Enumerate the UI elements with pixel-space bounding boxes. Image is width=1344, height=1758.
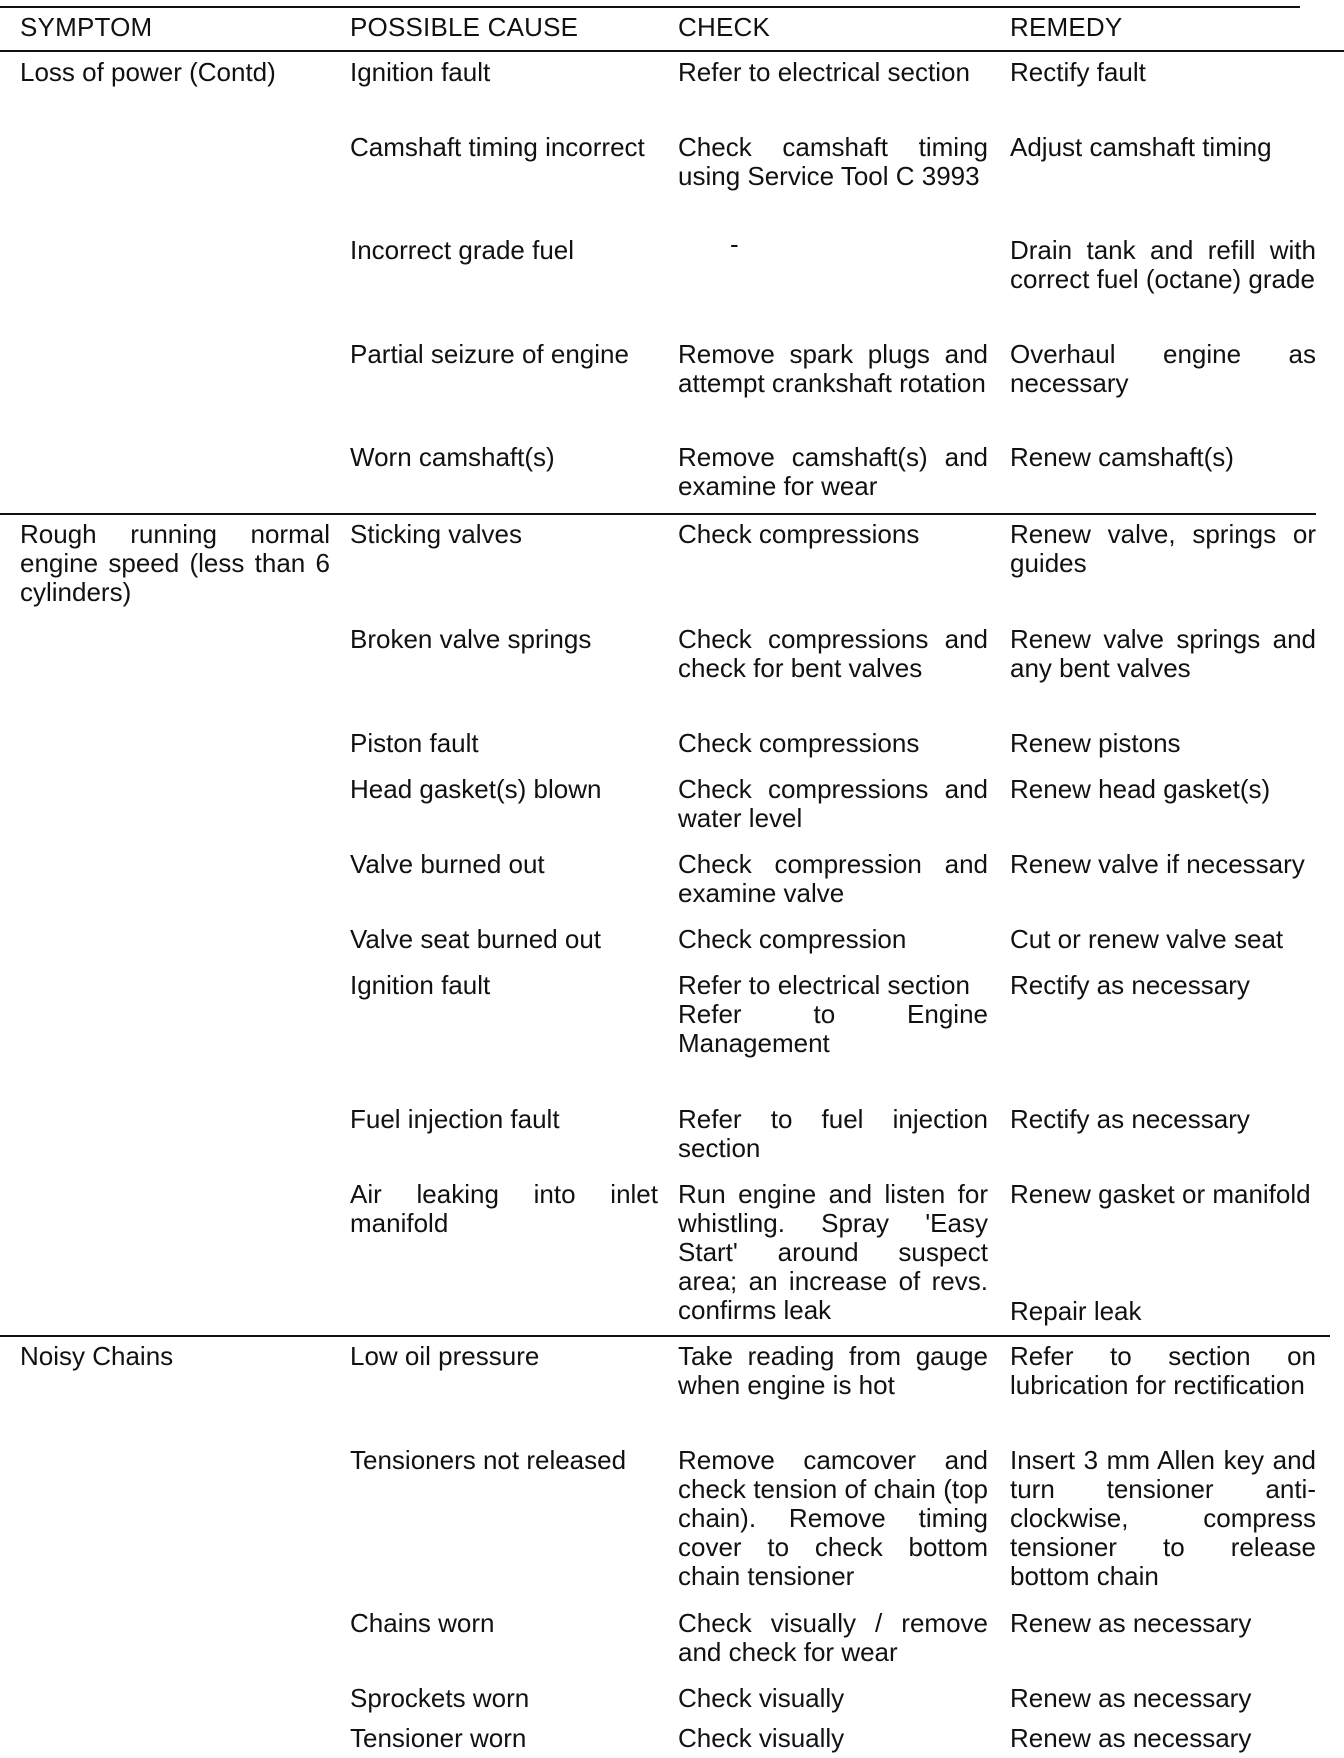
- remedy-cell: Drain tank and refill with correct fuel (octane) grade: [1010, 235, 1316, 294]
- remedy-cell: Renew as necessary: [1010, 1683, 1252, 1713]
- section-divider: [0, 513, 1316, 515]
- remedy-cell: Renew camshaft(s): [1010, 442, 1234, 472]
- cause-cell: Chains worn: [350, 1608, 495, 1638]
- remedy-cell: Renew as necessary: [1010, 1723, 1252, 1753]
- remedy-cell-extra: Repair leak: [1010, 1296, 1142, 1326]
- check-cell: -: [730, 229, 739, 259]
- check-cell: Check compressions and water level: [678, 774, 988, 833]
- cause-cell: Sprockets worn: [350, 1683, 530, 1713]
- remedy-cell: Adjust camshaft timing: [1010, 132, 1272, 162]
- cause-cell: Tensioners not released: [350, 1445, 627, 1475]
- check-cell: Remove camcover and check tension of chain (top chain). Remove timing cover to check bottom chain tensioner: [678, 1445, 988, 1591]
- top-rule: [0, 6, 1300, 8]
- cause-cell: Valve seat burned out: [350, 924, 602, 954]
- check-cell: Check camshaft timing using Service Tool C 3993: [678, 132, 988, 191]
- check-cell: Check compression and examine valve: [678, 849, 988, 908]
- cause-cell: Valve burned out: [350, 849, 545, 879]
- cause-cell: Broken valve springs: [350, 624, 592, 654]
- remedy-cell: Renew head gasket(s): [1010, 774, 1271, 804]
- remedy-cell: Overhaul engine as necessary: [1010, 339, 1316, 398]
- check-cell: Check visually / remove and check for wear: [678, 1608, 988, 1667]
- check-cell: Check compressions: [678, 728, 920, 758]
- symptom-loss-of-power: Loss of power (Contd): [20, 57, 276, 87]
- symptom-rough-running: Rough running normal engine speed (less than 6 cylinders): [20, 519, 330, 607]
- cause-cell: Tensioner worn: [350, 1723, 527, 1753]
- cause-cell: Head gasket(s) blown: [350, 774, 602, 804]
- symptom-noisy-chains: Noisy Chains: [20, 1341, 174, 1371]
- check-cell: Check visually: [678, 1683, 845, 1713]
- header-rule: [0, 50, 1344, 52]
- cause-cell: Worn camshaft(s): [350, 442, 555, 472]
- remedy-cell: Renew as necessary: [1010, 1608, 1252, 1638]
- remedy-cell: Rectify fault: [1010, 57, 1146, 87]
- remedy-cell: Renew valve if necessary: [1010, 849, 1305, 879]
- header-check: CHECK: [678, 12, 771, 42]
- cause-cell: Low oil pressure: [350, 1341, 540, 1371]
- remedy-cell: Renew valve, springs or guides: [1010, 519, 1316, 578]
- cause-cell: Fuel injection fault: [350, 1104, 560, 1134]
- remedy-cell: Rectify as necessary: [1010, 1104, 1250, 1134]
- check-cell: Check compressions and check for bent valves: [678, 624, 988, 683]
- cause-cell: Partial seizure of engine: [350, 339, 629, 369]
- check-cell: Take reading from gauge when engine is hot: [678, 1341, 988, 1400]
- check-cell: Remove spark plugs and attempt crankshaft rotation: [678, 339, 988, 398]
- check-cell: Check compressions: [678, 519, 920, 549]
- remedy-cell: Refer to section on lubrication for rectification: [1010, 1341, 1316, 1400]
- remedy-cell: Cut or renew valve seat: [1010, 924, 1284, 954]
- check-cell: Check compression: [678, 924, 907, 954]
- cause-cell: Air leaking into inlet manifold: [350, 1179, 658, 1238]
- check-cell: Refer to electrical section: [678, 57, 970, 87]
- header-possible-cause: POSSIBLE CAUSE: [350, 12, 579, 42]
- remedy-cell: Renew valve springs and any bent valves: [1010, 624, 1316, 683]
- section-divider: [0, 1335, 1330, 1337]
- check-cell: Refer to fuel injection section: [678, 1104, 988, 1163]
- header-symptom: SYMPTOM: [20, 12, 153, 42]
- remedy-cell: Rectify as necessary: [1010, 970, 1250, 1000]
- cause-cell: Sticking valves: [350, 519, 522, 549]
- check-cell: Run engine and listen for whistling. Spray 'Easy Start' around suspect area; an increase of revs. confirms leak: [678, 1179, 988, 1325]
- check-cell: Refer to electrical section Refer to Engine Management: [678, 970, 988, 1058]
- header-remedy: REMEDY: [1010, 12, 1123, 42]
- cause-cell: Camshaft timing incorrect: [350, 132, 645, 162]
- remedy-cell: Renew pistons: [1010, 728, 1181, 758]
- cause-cell: Ignition fault: [350, 57, 491, 87]
- remedy-cell: Renew gasket or manifold: [1010, 1179, 1311, 1209]
- remedy-cell: Insert 3 mm Allen key and turn tensioner anti-clockwise, compress tensioner to release bottom chain: [1010, 1445, 1316, 1591]
- cause-cell: Piston fault: [350, 728, 479, 758]
- cause-cell: Incorrect grade fuel: [350, 235, 575, 265]
- cause-cell: Ignition fault: [350, 970, 491, 1000]
- check-cell: Check visually: [678, 1723, 845, 1753]
- check-cell: Remove camshaft(s) and examine for wear: [678, 442, 988, 501]
